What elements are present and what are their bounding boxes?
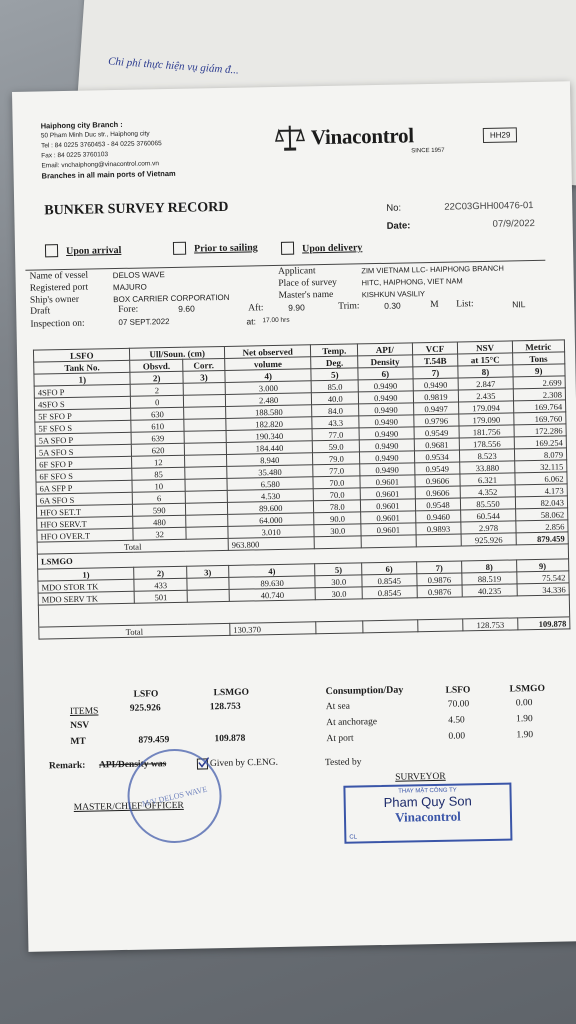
branch-address: 50 Pham Minh Duc str., Haiphong city	[40, 130, 150, 140]
tank-name-cell: MDO STOR TK	[38, 579, 135, 593]
value-cell: 0.9490	[359, 403, 414, 416]
aft-label: Aft:	[248, 303, 264, 314]
value-cell: 85.0	[312, 380, 359, 393]
value-cell: 501	[135, 590, 188, 603]
header-ull-soun: Ull/Soun. (cm)	[130, 346, 225, 360]
cons-row-lsmgo: 1.90	[516, 714, 533, 725]
tank-name-cell: 5F SFO S	[35, 420, 132, 434]
option-prior-to-sailing[interactable]	[173, 237, 258, 257]
value-cell: 0.9490	[360, 463, 415, 476]
list-label: List:	[456, 299, 474, 310]
value-cell: 70.0	[314, 488, 361, 501]
value-cell: 0.9534	[414, 450, 460, 463]
port-label: Registered port	[29, 282, 89, 294]
value-cell: 0.8545	[362, 574, 417, 587]
value-cell: 0.9490	[358, 391, 413, 404]
value-cell: 0.9549	[414, 426, 460, 439]
ship-stamp-text: M/V DELOS WAVE	[141, 784, 209, 808]
header-index: 2)	[130, 371, 183, 384]
value-cell: 43.3	[312, 416, 359, 429]
value-cell	[184, 430, 226, 443]
value-cell: 0.9893	[415, 522, 461, 535]
value-cell: 30.0	[315, 575, 362, 588]
cons-row-lsmgo: 0.00	[515, 698, 533, 709]
option-label: Prior to sailing	[193, 242, 258, 255]
header-nsv: NSV	[458, 341, 512, 354]
value-cell: 0.9601	[361, 511, 416, 524]
value-cell: 6.321	[460, 473, 514, 486]
value-cell: 184.440	[226, 441, 313, 455]
header-lsfo: LSFO	[33, 348, 130, 362]
value-cell: 78.0	[314, 500, 361, 513]
record-date: 07/9/2022	[492, 217, 535, 230]
option-label: Upon arrival	[65, 244, 122, 257]
tank-name-cell: 5A SFO P	[35, 432, 132, 446]
cons-row-lsfo: 70.00	[447, 699, 470, 710]
total-label: Total	[39, 623, 230, 639]
value-cell: 0.9601	[360, 475, 415, 488]
remark-label: Remark:	[48, 760, 86, 772]
value-cell	[186, 526, 228, 539]
value-cell: 85	[132, 467, 185, 480]
inspection-at-label: at:	[246, 316, 256, 327]
cons-row-label: At sea	[325, 701, 350, 713]
tank-name-cell: 5A SFO S	[35, 444, 132, 458]
value-cell	[184, 454, 226, 467]
value-cell: 59.0	[313, 440, 360, 453]
document-code: HH29	[483, 127, 518, 143]
value-cell: 64.000	[228, 513, 315, 527]
cons-row-label: At port	[326, 733, 354, 745]
value-cell: 40.0	[312, 392, 359, 405]
summary-mt-lsmgo: 109.878	[214, 733, 246, 745]
inspection-label: Inspection on:	[30, 318, 85, 330]
value-cell: 182.820	[226, 417, 313, 431]
vessel-name: DELOS WAVE	[112, 269, 165, 280]
tank-name-cell: 6A SFP P	[36, 480, 133, 494]
value-cell: 2.699	[513, 376, 566, 389]
vessel-info	[25, 260, 546, 335]
value-cell: 89.630	[229, 576, 316, 590]
value-cell: 172.286	[514, 424, 567, 437]
tested-label: Tested by	[324, 757, 362, 769]
value-cell: 30.0	[314, 524, 361, 537]
value-cell: 0	[131, 395, 184, 408]
value-cell: 0.9601	[360, 487, 415, 500]
value-cell: 3.000	[225, 381, 312, 395]
value-cell: 0.9460	[415, 510, 461, 523]
value-cell: 4.173	[515, 484, 568, 497]
value-cell: 77.0	[313, 464, 360, 477]
value-cell: 2.978	[461, 521, 515, 534]
cons-lsfo-label: LSFO	[445, 685, 471, 696]
trim-value: 0.30	[384, 300, 401, 311]
value-cell: 58.062	[515, 508, 568, 521]
value-cell: 2	[131, 383, 184, 396]
brand-name: Vinacontrol	[310, 122, 415, 149]
value-cell: 179.094	[459, 401, 513, 414]
top-handwritten-note: Chi phí thực hiện vụ giám đ...	[107, 55, 240, 77]
master-signature-label: MASTER/CHIEF OFFICER	[73, 800, 184, 813]
header-index: 8)	[458, 365, 512, 378]
surveyor-sub: THAY MẶT CÔNG TY	[398, 787, 457, 795]
value-cell	[185, 490, 227, 503]
value-cell: 639	[132, 431, 185, 444]
value-cell	[187, 589, 229, 602]
value-cell: 169.254	[514, 436, 567, 449]
total-mt: 109.878	[517, 617, 570, 630]
value-cell: 0.9819	[413, 390, 459, 403]
value-cell: 90.0	[314, 512, 361, 525]
summary-lsmgo-label: LSMGO	[213, 687, 250, 699]
fore-value: 9.60	[178, 303, 195, 314]
header-metric: Metric	[512, 340, 565, 353]
value-cell: 60.544	[461, 509, 515, 522]
value-cell: 0.9601	[361, 523, 416, 536]
header-index: 9)	[512, 364, 565, 377]
cons-row-lsmgo: 1.90	[516, 730, 534, 741]
record-title: BUNKER SURVEY RECORD	[44, 199, 229, 219]
place-value: HITC, HAIPHONG, VIET NAM	[361, 275, 463, 287]
scales-icon	[275, 122, 306, 153]
value-cell: 2.308	[513, 388, 566, 401]
total-mt: 879.459	[516, 532, 569, 545]
header-volume: volume	[225, 357, 312, 371]
lsmgo-header-cell: 7)	[416, 561, 462, 574]
value-cell: 85.550	[461, 497, 515, 510]
stamp-cl: CL	[349, 834, 358, 841]
value-cell: 34.336	[517, 583, 570, 596]
branch-tel: Tel : 84 0225 3760453 - 84 0225 3760065	[40, 140, 162, 150]
value-cell: 0.9549	[414, 462, 460, 475]
branch-fax: Fax : 84 0225 3760103	[41, 151, 109, 160]
owner-label: Ship's owner	[29, 294, 80, 306]
value-cell: 0.9490	[360, 451, 415, 464]
option-upon-arrival[interactable]	[45, 240, 122, 259]
value-cell	[187, 577, 229, 590]
nsv-label: NSV	[70, 720, 90, 731]
header-index: 3)	[183, 370, 225, 383]
remark-text: API/Density was	[98, 759, 167, 771]
fore-label: Fore:	[118, 304, 139, 316]
value-cell: 8.940	[226, 453, 313, 467]
bunker-survey-document	[12, 81, 576, 952]
applicant-label: Applicant	[278, 266, 316, 277]
total-label: Total	[37, 538, 228, 554]
value-cell: 178.556	[460, 437, 514, 450]
checkbox-prior-to-sailing[interactable]	[173, 242, 186, 255]
branch-title: Haiphong city Branch :	[40, 119, 123, 131]
value-cell: 0.9490	[359, 427, 414, 440]
value-cell: 2.847	[459, 377, 513, 390]
header-index: 7)	[412, 366, 458, 379]
total-volume: 130.370	[230, 622, 317, 636]
value-cell: 75.542	[516, 571, 569, 584]
value-cell: 12	[132, 455, 185, 468]
brand-since: SINCE 1957	[411, 147, 445, 155]
lsmgo-header-cell: 9)	[516, 559, 569, 572]
value-cell: 610	[131, 419, 184, 432]
cons-row-lsfo: 0.00	[448, 731, 466, 742]
place-label: Place of survey	[278, 277, 338, 289]
value-cell: 35.480	[227, 465, 314, 479]
header-index: 1)	[34, 372, 131, 386]
port-value: MAJURO	[112, 281, 147, 292]
consumption-title: Consumption/Day	[325, 684, 404, 698]
value-cell: 30.0	[315, 587, 362, 600]
summary-mt-lsfo: 879.459	[138, 735, 170, 746]
lsmgo-header-cell: 6)	[362, 562, 417, 575]
value-cell: 2.856	[515, 520, 568, 533]
checkbox-upon-delivery[interactable]	[281, 241, 294, 254]
value-cell: 88.519	[462, 572, 516, 585]
header-api: API/	[358, 343, 413, 356]
items-label: ITEMS	[69, 706, 99, 718]
value-cell: 0.9606	[414, 474, 460, 487]
value-cell: 433	[134, 578, 187, 591]
header-tank-no: Tank No.	[34, 360, 131, 374]
value-cell: 4.530	[227, 489, 314, 503]
trim-label: Trim:	[338, 301, 360, 312]
given-text: Given by C.ENG.	[209, 757, 279, 770]
option-upon-delivery[interactable]	[281, 237, 363, 257]
summary-nsv-lsmgo: 128.753	[209, 701, 241, 713]
value-cell: 3.010	[228, 525, 315, 539]
value-cell: 32.115	[514, 460, 567, 473]
total-nsv: 128.753	[463, 618, 517, 631]
bunker-table	[33, 339, 570, 639]
header-index: 4)	[225, 369, 312, 383]
value-cell	[184, 442, 226, 455]
record-number: 22C03GHH00476-01	[444, 200, 534, 213]
value-cell	[183, 394, 225, 407]
value-cell: 620	[132, 443, 185, 456]
summary-nsv-lsfo: 925.926	[129, 703, 161, 714]
tank-name-cell: 6F SFO P	[36, 456, 133, 470]
value-cell: 77.0	[312, 428, 359, 441]
tank-name-cell: 5F SFO P	[35, 408, 132, 422]
value-cell: 0.9796	[413, 414, 459, 427]
tank-name-cell: 4SFO S	[34, 396, 131, 410]
surveyor-name: Pham Quy Son	[383, 793, 472, 810]
value-cell: 70.0	[313, 476, 360, 489]
value-cell: 0.9490	[413, 378, 459, 391]
value-cell: 33.880	[460, 461, 514, 474]
value-cell: 0.9490	[359, 415, 414, 428]
mt-label: MT	[70, 736, 86, 747]
company-info	[41, 119, 176, 182]
value-cell: 82.043	[515, 496, 568, 509]
total-volume: 963.800	[228, 537, 315, 551]
value-cell: 40.740	[229, 588, 316, 602]
value-cell: 2.435	[459, 389, 513, 402]
tank-name-cell: 4SFO P	[34, 384, 131, 398]
value-cell: 630	[131, 407, 184, 420]
header-index: 5)	[311, 368, 358, 381]
trim-unit: M	[430, 299, 439, 311]
value-cell: 79.0	[313, 452, 360, 465]
value-cell: 6.580	[227, 477, 314, 491]
value-cell: 6	[133, 491, 186, 504]
value-cell: 0.9497	[413, 402, 459, 415]
value-cell: 6.062	[515, 472, 568, 485]
cons-row-label: At anchorage	[326, 717, 378, 729]
tank-name-cell: 6A SFO S	[36, 492, 133, 506]
value-cell: 169.764	[513, 400, 566, 413]
tank-name-cell: 6F SFO S	[36, 468, 133, 482]
header-deg: Deg.	[311, 356, 358, 369]
value-cell: 89.600	[227, 501, 314, 515]
lsmgo-header-cell: 2)	[134, 566, 187, 579]
owner-value: BOX CARRIER CORPORATION	[113, 292, 230, 304]
lsmgo-header-cell: 3)	[187, 565, 229, 578]
lsmgo-header-cell: 1)	[38, 567, 135, 581]
value-cell	[185, 466, 227, 479]
lsmgo-header-cell: 5)	[315, 563, 362, 576]
value-cell: 0.9490	[359, 439, 414, 452]
checkbox-upon-arrival[interactable]	[45, 244, 58, 257]
value-cell: 188.580	[225, 405, 312, 419]
value-cell: 0.9606	[415, 486, 461, 499]
value-cell: 480	[133, 515, 186, 528]
summary-lsfo-label: LSFO	[133, 689, 159, 700]
tank-name-cell: HFO SERV.T	[37, 516, 134, 530]
date-label: Date:	[386, 220, 411, 232]
value-cell	[184, 406, 226, 419]
value-cell	[184, 418, 226, 431]
tank-name-cell: MDO SERV TK	[38, 591, 135, 605]
header-t54b: T.54B	[412, 354, 458, 367]
value-cell: 0.9876	[416, 573, 462, 586]
tank-name-cell: HFO SET.T	[36, 504, 133, 518]
value-cell: 0.9548	[415, 498, 461, 511]
lsfo-rows	[34, 376, 568, 542]
value-cell: 10	[132, 479, 185, 492]
inspection-time: 17.00 hrs	[262, 316, 290, 325]
inspection-date: 07 SEPT.2022	[118, 317, 170, 327]
header-net-observed: Net observed	[224, 345, 311, 359]
header-density: Density	[358, 355, 413, 368]
master-value: KISHKUN VASILIY	[361, 288, 426, 299]
value-cell: 169.760	[513, 412, 566, 425]
lsmgo-header-cell: 4)	[229, 564, 316, 578]
value-cell: 32	[133, 527, 186, 540]
branch-email: Email: vnchaiphong@vinacontrol.com.vn	[41, 160, 160, 170]
total-nsv: 925.926	[462, 533, 516, 546]
value-cell: 2.480	[225, 393, 312, 407]
header-at15c: at 15°C	[458, 353, 512, 366]
value-cell	[186, 514, 228, 527]
surveyor-stamp	[343, 783, 512, 844]
header-index: 6)	[358, 367, 413, 380]
list-value: NIL	[512, 299, 526, 310]
header-vcf: VCF	[412, 342, 458, 355]
value-cell: 0.9490	[358, 379, 413, 392]
header-corr: Corr.	[183, 358, 225, 371]
header-temp: Temp.	[311, 344, 358, 357]
lsmgo-title: LSMGO	[37, 544, 568, 569]
surveyor-label: SURVEYOR	[395, 771, 446, 783]
vinacontrol-logo	[275, 120, 414, 153]
cons-lsmgo-label: LSMGO	[509, 683, 546, 695]
header-obsvd: Obsvd.	[130, 359, 183, 372]
option-label: Upon delivery	[301, 242, 363, 255]
value-cell	[183, 382, 225, 395]
master-label: Master's name	[278, 289, 334, 301]
header-tons: Tons	[512, 352, 565, 365]
value-cell: 40.235	[462, 584, 516, 597]
value-cell: 0.8545	[362, 586, 417, 599]
tank-name-cell: HFO OVER.T	[37, 528, 134, 542]
no-label: No:	[386, 202, 402, 214]
value-cell: 8.523	[460, 449, 514, 462]
value-cell: 84.0	[312, 404, 359, 417]
value-cell	[185, 502, 227, 515]
stamp-brand: Vinacontrol	[394, 808, 461, 825]
cons-row-lsfo: 4.50	[448, 715, 465, 726]
value-cell: 179.090	[459, 413, 513, 426]
value-cell: 190.340	[226, 429, 313, 443]
draft-label: Draft	[30, 306, 51, 317]
value-cell: 0.9681	[414, 438, 460, 451]
branch-network: Branches in all main ports of Vietnam	[41, 168, 176, 181]
value-cell	[185, 478, 227, 491]
lsmgo-header-cell: 8)	[462, 560, 516, 573]
value-cell: 0.9601	[361, 499, 416, 512]
aft-value: 9.90	[288, 302, 305, 313]
value-cell: 0.9876	[417, 585, 463, 598]
vessel-name-label: Name of vessel	[29, 270, 89, 282]
value-cell: 590	[133, 503, 186, 516]
value-cell: 8.079	[514, 448, 567, 461]
applicant-value: ZIM VIETNAM LLC- HAIPHONG BRANCH	[361, 263, 504, 275]
value-cell: 4.352	[461, 485, 515, 498]
value-cell: 181.756	[459, 425, 513, 438]
